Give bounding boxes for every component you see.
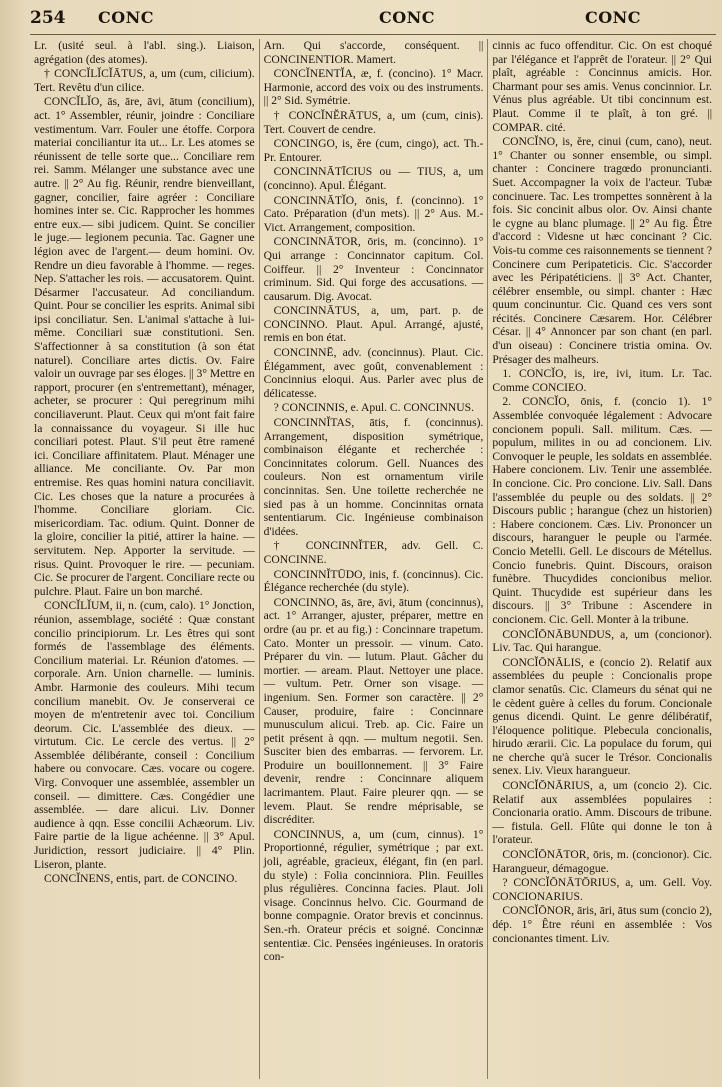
dictionary-entry: ? CONCINNIS, e. Apul. C. CONCINNUS. xyxy=(273,401,474,415)
running-header xyxy=(30,8,716,35)
headword-center: CONC xyxy=(378,8,436,27)
dictionary-entry: CONCĬNENTĬA, æ, f. (concino). 1° Macr. Harmonie, accord des voix ou des instruments. || 2° Sid. Symétrie. xyxy=(263,67,484,108)
dictionary-entry: ? CONCĬŌNĀTŌRIUS, a, um. Gell. Voy. CONCIONARIUS. xyxy=(492,876,713,903)
dictionary-entry: CONCĬNO, is, ĕre, cinui (cum, cano), neut. 1° Chanter ou sonner ensemble, ou simpl. chanter : Concinere tragœdo pronuncianti. Suet. Accompagner la voix de l'acteur. Tubæ concinuere. Tac. Les trompettes sonnèrent à la fois. Sic concinit albus olor. Ov. Ainsi chante le cygne au blanc plumage. || 2° Au fig. Être d'accord : Videsne ut hæc concinant ? Cic. Vois-tu comme ces raisonnements se tiennent ? Concinere cum Peripateticis. Cic. S'accorder avec les Péripatéticiens. || 3° Act. Chanter, célébrer ensemble, ou simpl. chanter : Hæc quum concinuntur. Cic. Quand ces vers sont récités. Concinere Cæsarem. Hor. Célébrer César. || 4° Annoncer par son chant (en parl. d'un oiseau) : Concinere tristia omina. Ov. Présager des malheurs. xyxy=(492,135,713,366)
dictionary-entry: CONCĬLĬUM, ii, n. (cum, calo). 1° Jonction, réunion, assemblage, société : Quæ constant concilio principiorum. Lr. Les êtres qui sont formés de l'assemblage des éléments. Concilium materiai. Lr. Réunion d'atomes. — corporale. Arn. Union charnelle. — luminis. Ambr. Harmonie des couleurs. Mihi tecum concilium manebit. Ov. Je conserverai ce moyen de m'entretenir avec toi. Concilium deorum. Cic. L'assemblée des dieux. — virtutum. Cic. Le cercle des vertus. || 2° Assemblée délibérante, conseil : Concilium habere ou convocare. Cæs. vocare ou cogere. Virg. Convoquer une assemblée, assembler un conseil. — dimittere. Cæs. Congédier une assemblée. — dare alicui. Liv. Donner audience à qqn. Esse concilii Achæorum. Liv. Faire partie de la ligue achéenne. || 3° Apul. Juridiction, ressort judiciaire. || 4° Plin. Liseron, plante. xyxy=(34,599,255,871)
dictionary-entry: † CONCĬLĬCĬĀTUS, a, um (cum, cilicium). Tert. Revêtu d'un cilice. xyxy=(34,67,255,94)
dictionary-entry: CONCĬLĬO, ās, āre, āvi, ātum (concilium), act. 1° Assembler, réunir, joindre : Conciliare vestimentum. Varr. Fouler une étoffe. Corpora materiai conciliantur ita ut... Lr. Les atomes se réunissent de telle sorte que... Conciliare rem rei. Samm. Mélanger une substance avec une autre. || 2° Au fig. Réunir, rendre bienveillant, gagner, concilier, faire agréer : Conciliare homines inter se. Cic. Rapprocher les hommes entre eux.— sibi judicem. Quint. Se concilier le juge.— legionem pecunia. Tac. Gagner une légion avec de l'argent.— deum homini. Ov. Rendre un dieu favorable à l'homme. — reges. Nep. S'attacher les rois. — accusatorem. Quint. Désarmer l'accusateur. Ad conciliandum. Quint. Pour se concilier les esprits. Animal sibi ipsi conciliatur. Sen. L'animal s'attache à lui-même. Conciliari suæ constitutioni. Sen. S'affectionner à sa constitution (à son état naturel). Conciliare artes dictis. Ov. Faire valoir un ouvrage par ses éloges. || 3° Mettre en rapport, procurer (en s'entremettant), ménager, acheter, se procurer : Qui peregrinum mihi conciliaverunt. Plaut. Ceux qui m'ont fait faire la connaissance du voyageur. Si ille huc conciliari potest. Plaut. S'il peut être ramené ici. Conciliare affinitatem. Plaut. Ménager une alliance. Me conciliante. Ov. Par mon entremise. Res quas homini natura conciliavit. Cic. Les choses que la nature a procurées à l'homme. Conciliare gloriam. Cic. misericordiam. Tac. odium. Quint. Donner de la gloire, concilier la pitié, attirer la haine. — servitutem. Nep. Apporter la servitude. — risus. Quint. Provoquer le rire. — pecuniam. Cic. Se procurer de l'argent. Conciliare recte ou pulchre. Plaut. Faire un bon marché. xyxy=(34,95,255,598)
columns xyxy=(30,39,716,1079)
dictionary-entry: CONCINNĀTUS, a, um, part. p. de CONCINNO. Plaut. Apul. Arrangé, ajusté, remis en bon état. xyxy=(263,304,484,345)
dictionary-entry: CONCINNUS, a, um (cum, cinnus). 1° Proportionné, régulier, symétrique ; par ext. joli, agréable, gracieux, élégant, fin (en parl. du style) : Folia concinniora. Plin. Feuilles plus régulières. Concinna facies. Plaut. Joli visage. Concinnus helvo. Cic. Gourmand de bonne compagnie. Orator brevis et concinnus. Sen.-rh. Orateur précis et soigné. Concinnæ sententiæ. Cic. Pensées ingénieuses. In oratoris con- xyxy=(263,827,484,964)
dictionary-entry: 2. CONCĬO, ōnis, f. (concio 1). 1° Assemblée convoquée légalement : Advocare concionem populi. Sall. militum. Cæs. — populum, milites in ou ad concionem. Liv. Convoquer le peuple, les soldats en assemblée. Habere concionem. Liv. Tenir une assemblée. In concione. Cic. Pro concione. Liv. Sall. Dans l'assemblée du peuple ou des soldats. || 2° Discours public ; harangue (chez un historien) : Habere concionem. Cæs. Liv. Prononcer un discours, haranguer le peuple ou l'armée. Concio Metelli. Gell. Le discours de Métellus. Concio funebris. Quint. Discours, oraison funèbre. Thucydides concionibus melior. Quint. Thucydide est supérieur dans les discours. || 3° Tribune : Ascendere in concionem. Cic. Gell. Monter à la tribune. xyxy=(492,395,713,626)
dictionary-entry: CONCINNĬTAS, ātis, f. (concinnus). Arrangement, disposition symétrique, combinaison élégante et recherchée : Concinnitates colorum. Gell. Nuances des couleurs. Non est ornamentum virile concinnitas. Sen. Une toilette recherchée ne sied pas à un homme. Concinnitas ornata sententiarum. Cic. Ingénieuse combinaison d'idées. xyxy=(263,416,484,538)
dictionary-entry: CONCINNĒ, adv. (concinnus). Plaut. Cic. Élégamment, avec goût, convenablement : Concinnius eloqui. Aus. Parler avec plus de délicatesse. xyxy=(263,346,484,400)
dictionary-entry: CONCINNĀTĬO, ōnis, f. (concinno). 1° Cato. Préparation (d'un mets). || 2° Aus. M.-Vict. Arrangement, composition. xyxy=(263,193,484,234)
column-right xyxy=(487,39,716,1079)
dictionary-entry: † CONCĬNĔRĀTUS, a, um (cum, cinis). Tert. Couvert de cendre. xyxy=(263,108,484,136)
dictionary-entry: CONCĬNENS, entis, part. de CONCINO. xyxy=(44,872,238,886)
headword-right: CONC xyxy=(584,8,642,27)
dictionary-entry: CONCĬŌNĀLIS, e (concio 2). Relatif aux assemblées du peuple : Concionalis prope clamor senatûs. Cic. Clameurs du sénat qui ne le cèdent guère à celles du forum. Concionale genus dicendi. Quint. Le genre délibératif, l'éloquence politique. Plebecula concionalis, hirudo ærarii. Cic. La populace du forum, qui ne cherche qu'à sucer le Trésor. Concionalis senex. Liv. Vieux harangueur. xyxy=(492,655,713,778)
dictionary-entry: † CONCINNĬTER, adv. Gell. C. CONCINNE. xyxy=(263,539,484,566)
column-left xyxy=(30,39,259,1079)
dictionary-entry: CONCĬŌNĀTOR, ōris, m. (concionor). Cic. Harangueur, démagogue. xyxy=(492,848,713,875)
column-middle xyxy=(259,39,488,1079)
dictionary-entry: CONCINNO, ās, āre, āvi, ātum (concinnus), act. 1° Arranger, ajuster, préparer, mettre en ordre (au pr. et au fig.) : Concinnare trapetum. Cato. Monter un pressoir. — vinum. Cato. Préparer du vin. — lutum. Plaut. Gâcher du mortier. — aream. Plaut. Nettoyer une place. — vultum. Petr. Orner son visage. — ingenium. Sen. Former son caractère. || 2° Causer, produire, faire : Concinnare munusculum alicui. Treb. ap. Cic. Faire un petit présent à qqn. — multum negotii. Sen. Susciter bien des embarras. — fervorem. Lr. Produire un bouillonnement. || 3° Faire devenir, rendre : Concinnare aliquem lacrimantem. Plaut. Faire pleurer qqn. — se levem. Plaut. Se rendre méprisable, se discréditer. xyxy=(263,595,484,827)
dictionary-entry: 1. CONCĬO, is, ire, ivi, itum. Lr. Tac. Comme CONCIEO. xyxy=(492,367,713,394)
dictionary-entry: CONCĬŌNĀRIUS, a, um (concio 2). Cic. Relatif aux assemblées populaires : Concionaria oratio. Amm. Discours de tribune. — fistula. Gell. Flûte qui donne le ton à l'orateur. xyxy=(492,779,713,847)
headword-left: CONC xyxy=(98,8,155,27)
dictionary-entry: CONCĬŌNĀBUNDUS, a, um (concionor). Liv. Tac. Qui harangue. xyxy=(492,627,713,655)
dictionary-entry: Lr. (usité seul. à l'abl. sing.). Liaison, agrégation (des atomes). xyxy=(34,39,255,66)
dictionary-entry: CONCĬŌNOR, āris, āri, ātus sum (concio 2), dép. 1° Être réuni en assemblée : Vos concionantes timent. Liv. xyxy=(492,904,713,945)
dictionary-entry: CONCINNĀTĪCIUS ou — TIUS, a, um (concinno). Apul. Élégant. xyxy=(263,165,484,192)
dictionary-entry: CONCINNĬTŪDO, inis, f. (concinnus). Cic. Élégance recherchée (du style). xyxy=(263,567,484,595)
dictionary-entry: CONCINGO, is, ĕre (cum, cingo), act. Th.-Pr. Entourer. xyxy=(263,137,484,164)
page-number: 254 xyxy=(30,8,66,28)
dictionary-entry: Arn. Qui s'accorde, conséquent. || CONCINENTIOR. Mamert. xyxy=(263,39,484,66)
dictionary-entry: cinnis ac fuco offenditur. Cic. On est choqué par l'élégance et l'apprêt de l'orateur. || 2° Qui plaît, agréable : Concinnus amicis. Hor. Charmant pour ses amis. Venus concinnior. Lr. Vénus plus agréable. Ut tibi concinnum est. Plaut. Comme il te plaît, à ton gré. || COMPAR. cité. xyxy=(492,39,713,134)
dictionary-entry: CONCINNĀTOR, ōris, m. (concinno). 1° Qui arrange : Concinnator capitum. Col. Coiffeur. || 2° Inventeur : Concinnator criminum. Sid. Qui forge des accusations. — causarum. Dig. Avocat. xyxy=(263,235,484,303)
